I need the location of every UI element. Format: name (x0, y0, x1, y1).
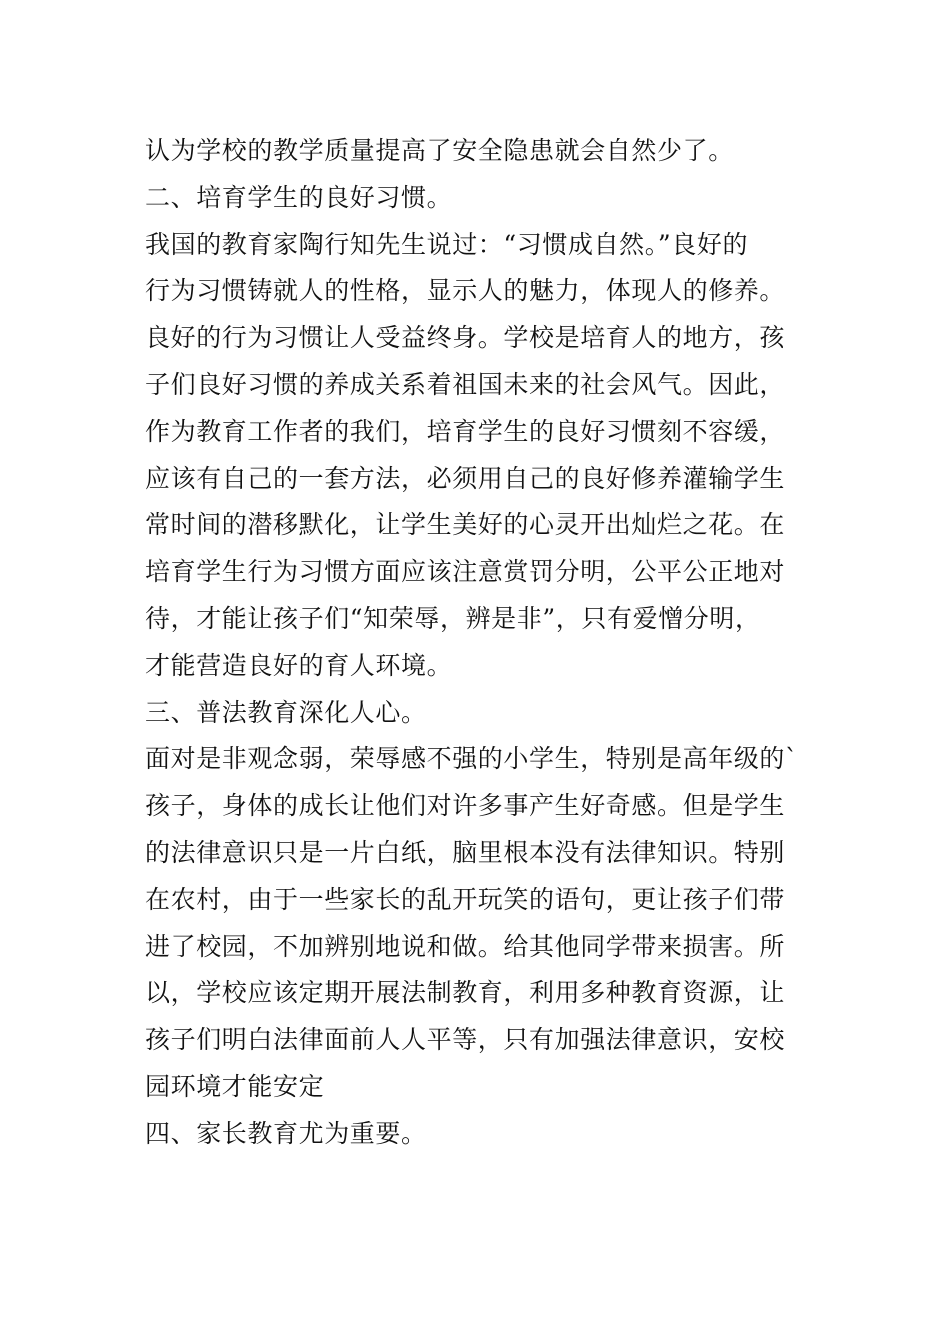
text-line: 的法律意识只是一片白纸，脑里根本没有法律知识。特别 (145, 837, 786, 867)
text-line: 待，才能让孩子们“知荣辱，辨是非”，只有爱憎分明， (145, 603, 761, 633)
text-line: 应该有自己的一套方法，必须用自己的良好修养灌输学生 (145, 463, 786, 493)
text-line: 行为习惯铸就人的性格，显示人的魅力，体现人的修养。 (145, 276, 786, 306)
text-line: 以，学校应该定期开展法制教育，利用多种教育资源，让 (145, 978, 786, 1008)
text-line: 进了校园，不加辨别地说和做。给其他同学带来损害。所 (145, 931, 786, 961)
text-line: 作为教育工作者的我们，培育学生的良好习惯刻不容缓， (145, 416, 786, 446)
text-line: 孩子们明白法律面前人人平等，只有加强法律意识，安校 (145, 1025, 786, 1055)
text-line: 才能营造良好的育人环境。 (145, 650, 453, 680)
text-line: 孩子，身体的成长让他们对许多事产生好奇感。但是学生 (145, 791, 786, 821)
section-heading: 三、普法教育深化人心。 (145, 697, 427, 727)
text-line: 常时间的潜移默化，让学生美好的心灵开出灿烂之花。在 (145, 510, 786, 540)
document-body (145, 128, 810, 1158)
section-heading: 二、培育学生的良好习惯。 (145, 182, 453, 212)
text-line: 园环境才能安定 (145, 1071, 325, 1101)
text-line: 良好的行为习惯让人受益终身。学校是培育人的地方，孩 (145, 323, 786, 353)
text-line: 面对是非观念弱，荣辱感不强的小学生，特别是高年级的` (145, 744, 799, 774)
text-line: 培育学生行为习惯方面应该注意赏罚分明，公平公正地对 (145, 557, 786, 587)
text-line: 认为学校的教学质量提高了安全隐患就会自然少了。 (145, 136, 734, 165)
section-heading: 四、家长教育尤为重要。 (145, 1118, 427, 1148)
text-line: 我国的教育家陶行知先生说过：“习惯成自然。”良好的 (145, 229, 749, 259)
text-line: 在农村，由于一些家长的乱开玩笑的语句，更让孩子们带 (145, 884, 786, 914)
text-line: 子们良好习惯的养成关系着祖国未来的社会风气。因此， (145, 369, 786, 399)
